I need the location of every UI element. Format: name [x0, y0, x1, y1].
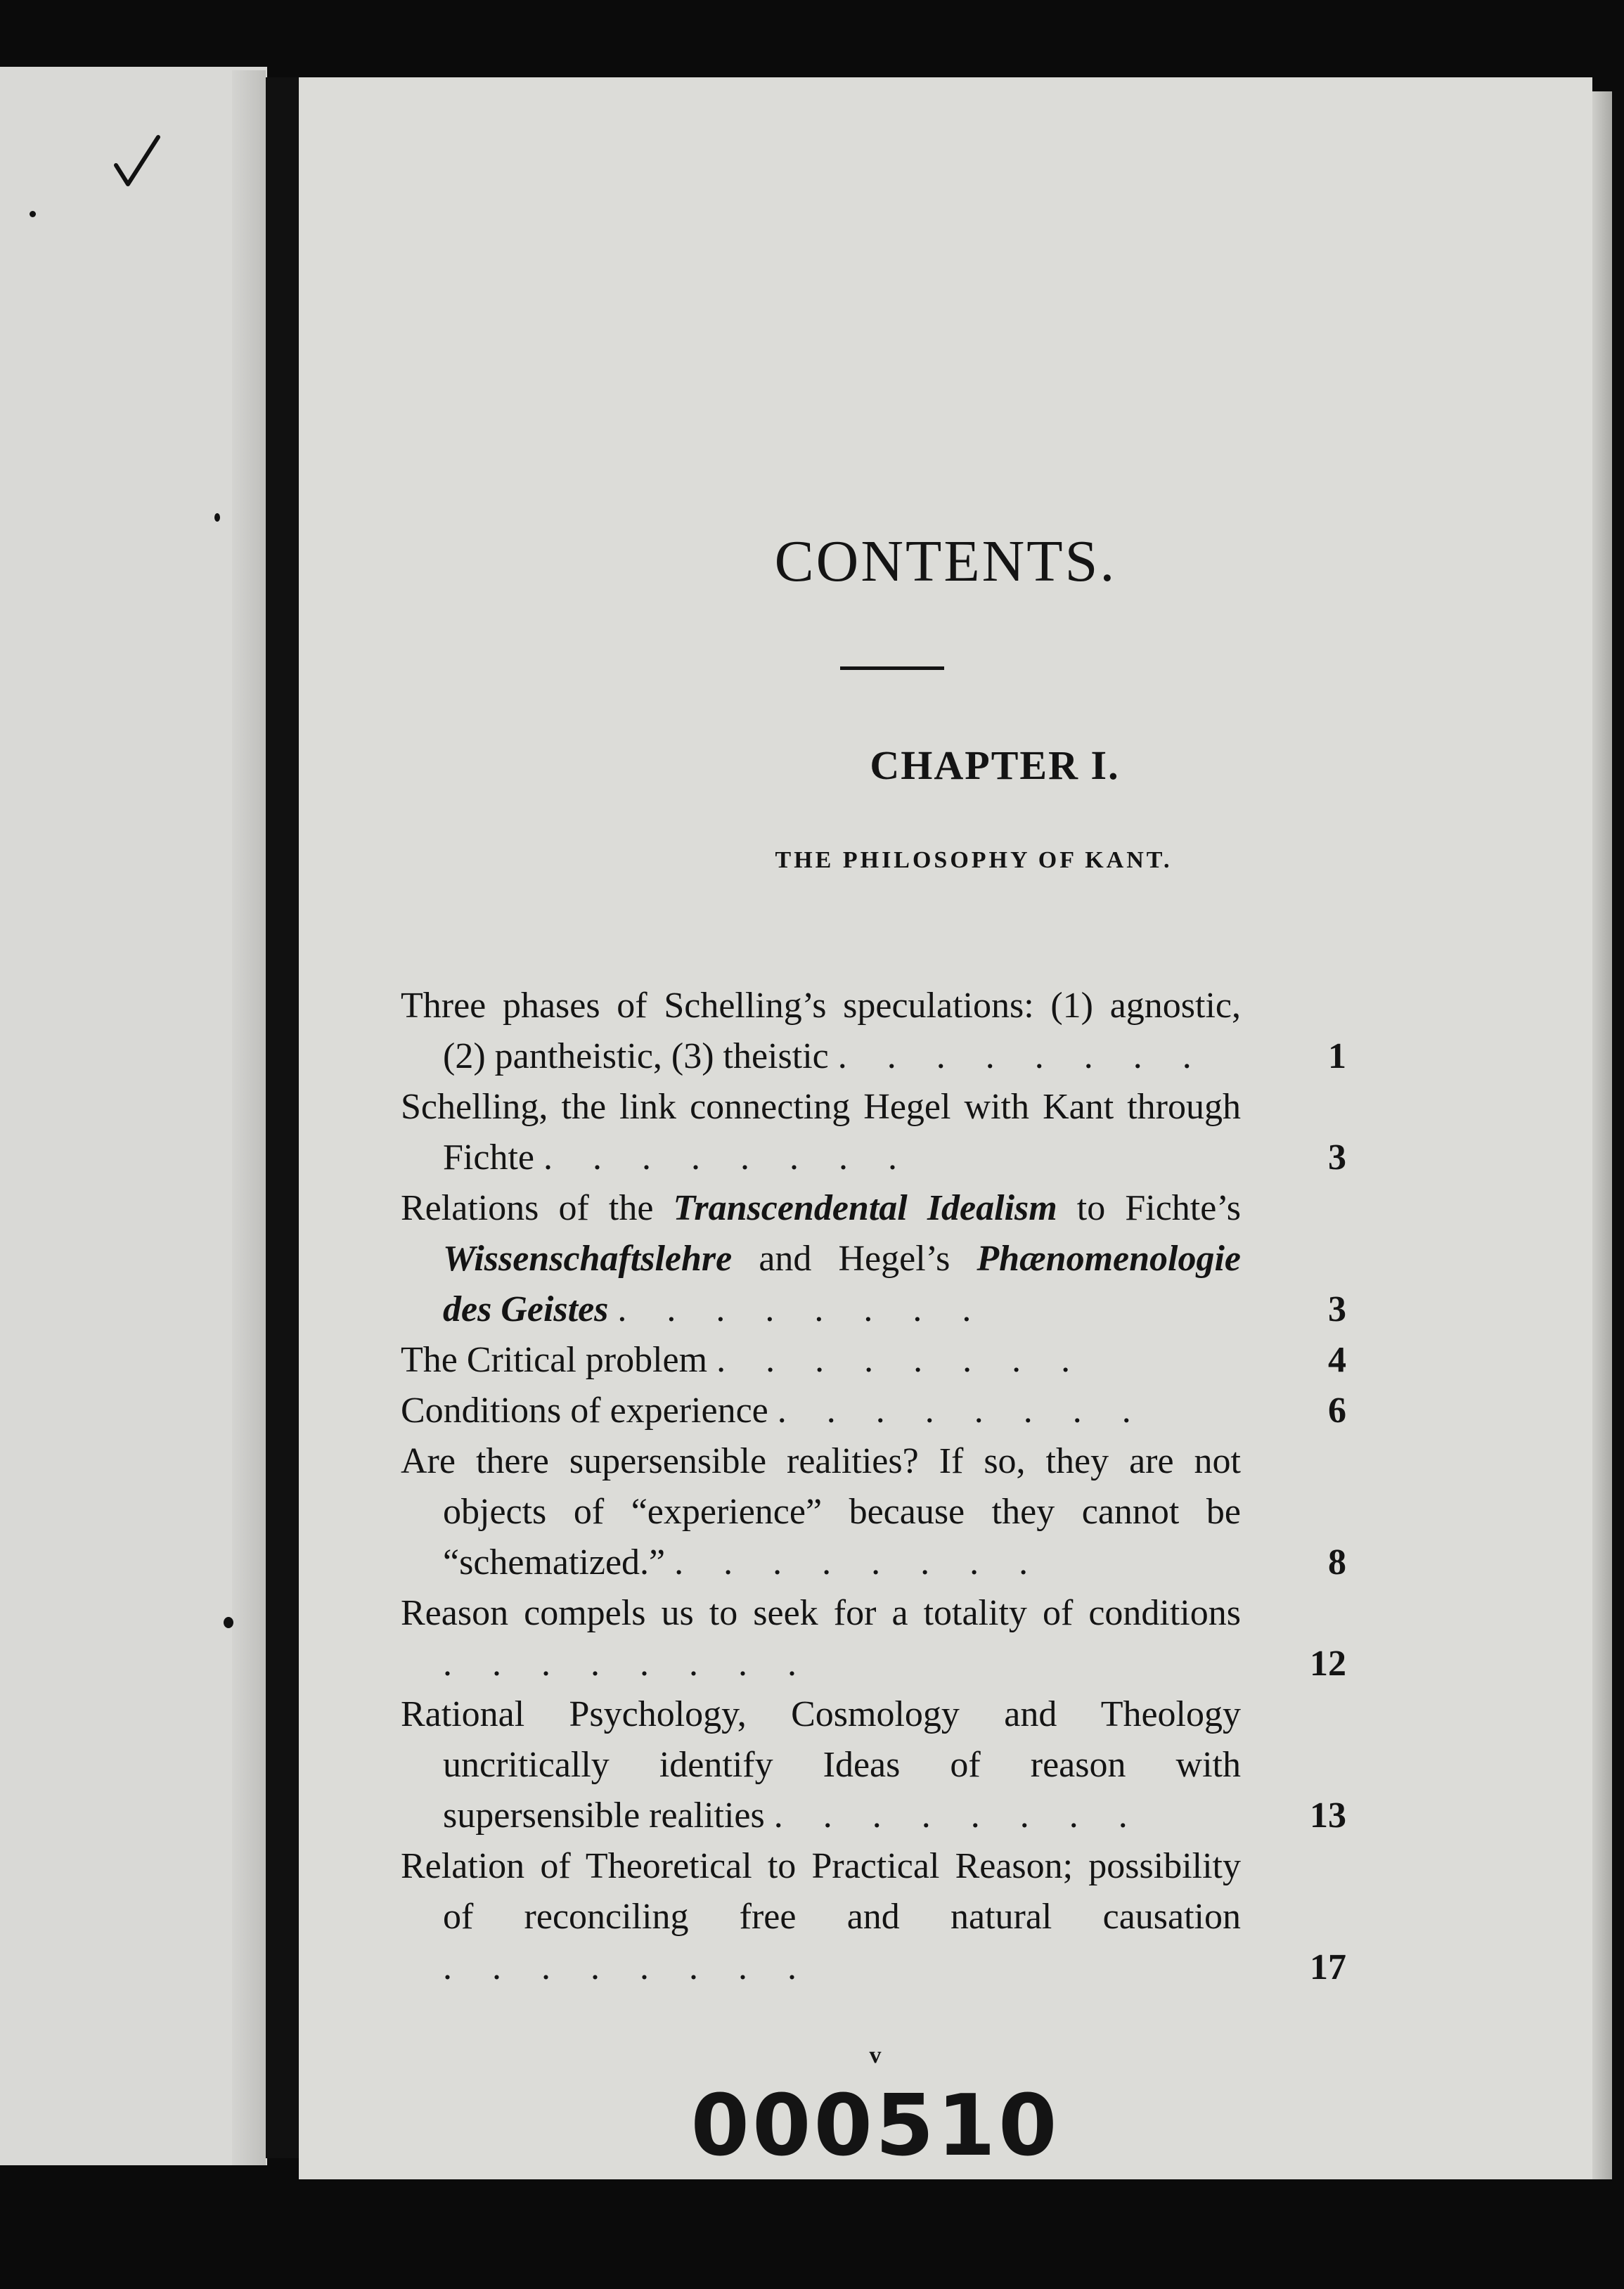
toc-entry-italic-title: Phænomenologie des Geistes [443, 1239, 1241, 1329]
toc-page-number: 3 [1328, 1289, 1346, 1329]
toc-entry-text: Reason compels us to seek for a totality of conditions [401, 1593, 1241, 1633]
speck [224, 1617, 233, 1628]
title-rule [840, 666, 944, 670]
toc-entry-italic-title: Wissenschaftslehre [443, 1239, 733, 1279]
toc-entry-text: Relations of the [401, 1188, 674, 1228]
page-title: CONTENTS. [774, 529, 1117, 594]
toc-entry [401, 1183, 1346, 1335]
chapter-subtitle: THE PHILOSOPHY OF KANT. [775, 847, 1173, 873]
facing-left-page [0, 67, 267, 2165]
left-page-edge [232, 70, 266, 2165]
toc-leader: . . . . . . . . [837, 1036, 1207, 1076]
toc-leader: . . . . . . . . [716, 1340, 1086, 1380]
toc-page-number: 17 [1310, 1947, 1346, 1987]
toc-entry-text: Three phases of Schelling’s speculations: (1) agnostic, (2) pantheistic, (3) theistic [401, 986, 1241, 1076]
page-right-edge [1592, 91, 1612, 2179]
signature-mark: v [869, 2042, 882, 2068]
toc-entry [401, 1335, 1346, 1386]
toc-entry [401, 1689, 1346, 1841]
toc-entry-text: The Critical problem [401, 1340, 708, 1380]
toc-page-number: 13 [1310, 1795, 1346, 1836]
toc-entry [401, 1436, 1346, 1588]
toc-entry-text: Relation of Theoretical to Practical Reason; possibility of reconciling free and natural causation [401, 1846, 1241, 1937]
toc-page-number: 4 [1328, 1340, 1346, 1380]
toc-entry-text: Are there supersensible realities? If so, they are not objects of “experience” because they cannot be “schematized.” [401, 1441, 1241, 1582]
toc-leader: . . . . . . . . [543, 1137, 913, 1178]
toc-entry-text: Conditions of experience [401, 1391, 768, 1431]
toc-entry [401, 1386, 1346, 1436]
toc-leader: . . . . . . . . [443, 1947, 812, 1987]
chapter-heading: CHAPTER I. [870, 742, 1120, 788]
toc-entry [401, 1082, 1346, 1183]
stamped-number: 000510 [690, 2077, 1060, 2175]
toc-entry-text: Schelling, the link connecting Hegel with Kant through Fichte [401, 1087, 1241, 1178]
contents-page [299, 77, 1592, 2179]
toc-leader: . . . . . . . . [617, 1289, 987, 1329]
handwritten-checkmark [112, 134, 162, 190]
toc-entry-italic-title: Transcendental Idealism [673, 1188, 1057, 1228]
speck [214, 513, 220, 522]
toc-entry-text: to Fichte’s [1057, 1188, 1241, 1228]
toc-leader: . . . . . . . . [674, 1542, 1044, 1582]
toc-entry [401, 1841, 1346, 1993]
toc-leader: . . . . . . . . [777, 1391, 1147, 1431]
toc-entry-text: and Hegel’s [732, 1239, 977, 1279]
toc-entry [401, 1588, 1346, 1689]
toc-page-number: 1 [1328, 1036, 1346, 1076]
toc-entry-text: Rational Psychology, Cosmology and Theology uncritically identify Ideas of reason with supersensible realities [401, 1694, 1241, 1836]
toc-page-number: 3 [1328, 1137, 1346, 1178]
toc-page-number: 6 [1328, 1391, 1346, 1431]
toc-page-number: 8 [1328, 1542, 1346, 1582]
table-of-contents [401, 981, 1346, 1993]
toc-leader: . . . . . . . . [773, 1795, 1143, 1836]
toc-page-number: 12 [1310, 1644, 1346, 1684]
toc-leader: . . . . . . . . [443, 1644, 812, 1684]
toc-entry [401, 981, 1346, 1082]
speck [30, 211, 36, 217]
